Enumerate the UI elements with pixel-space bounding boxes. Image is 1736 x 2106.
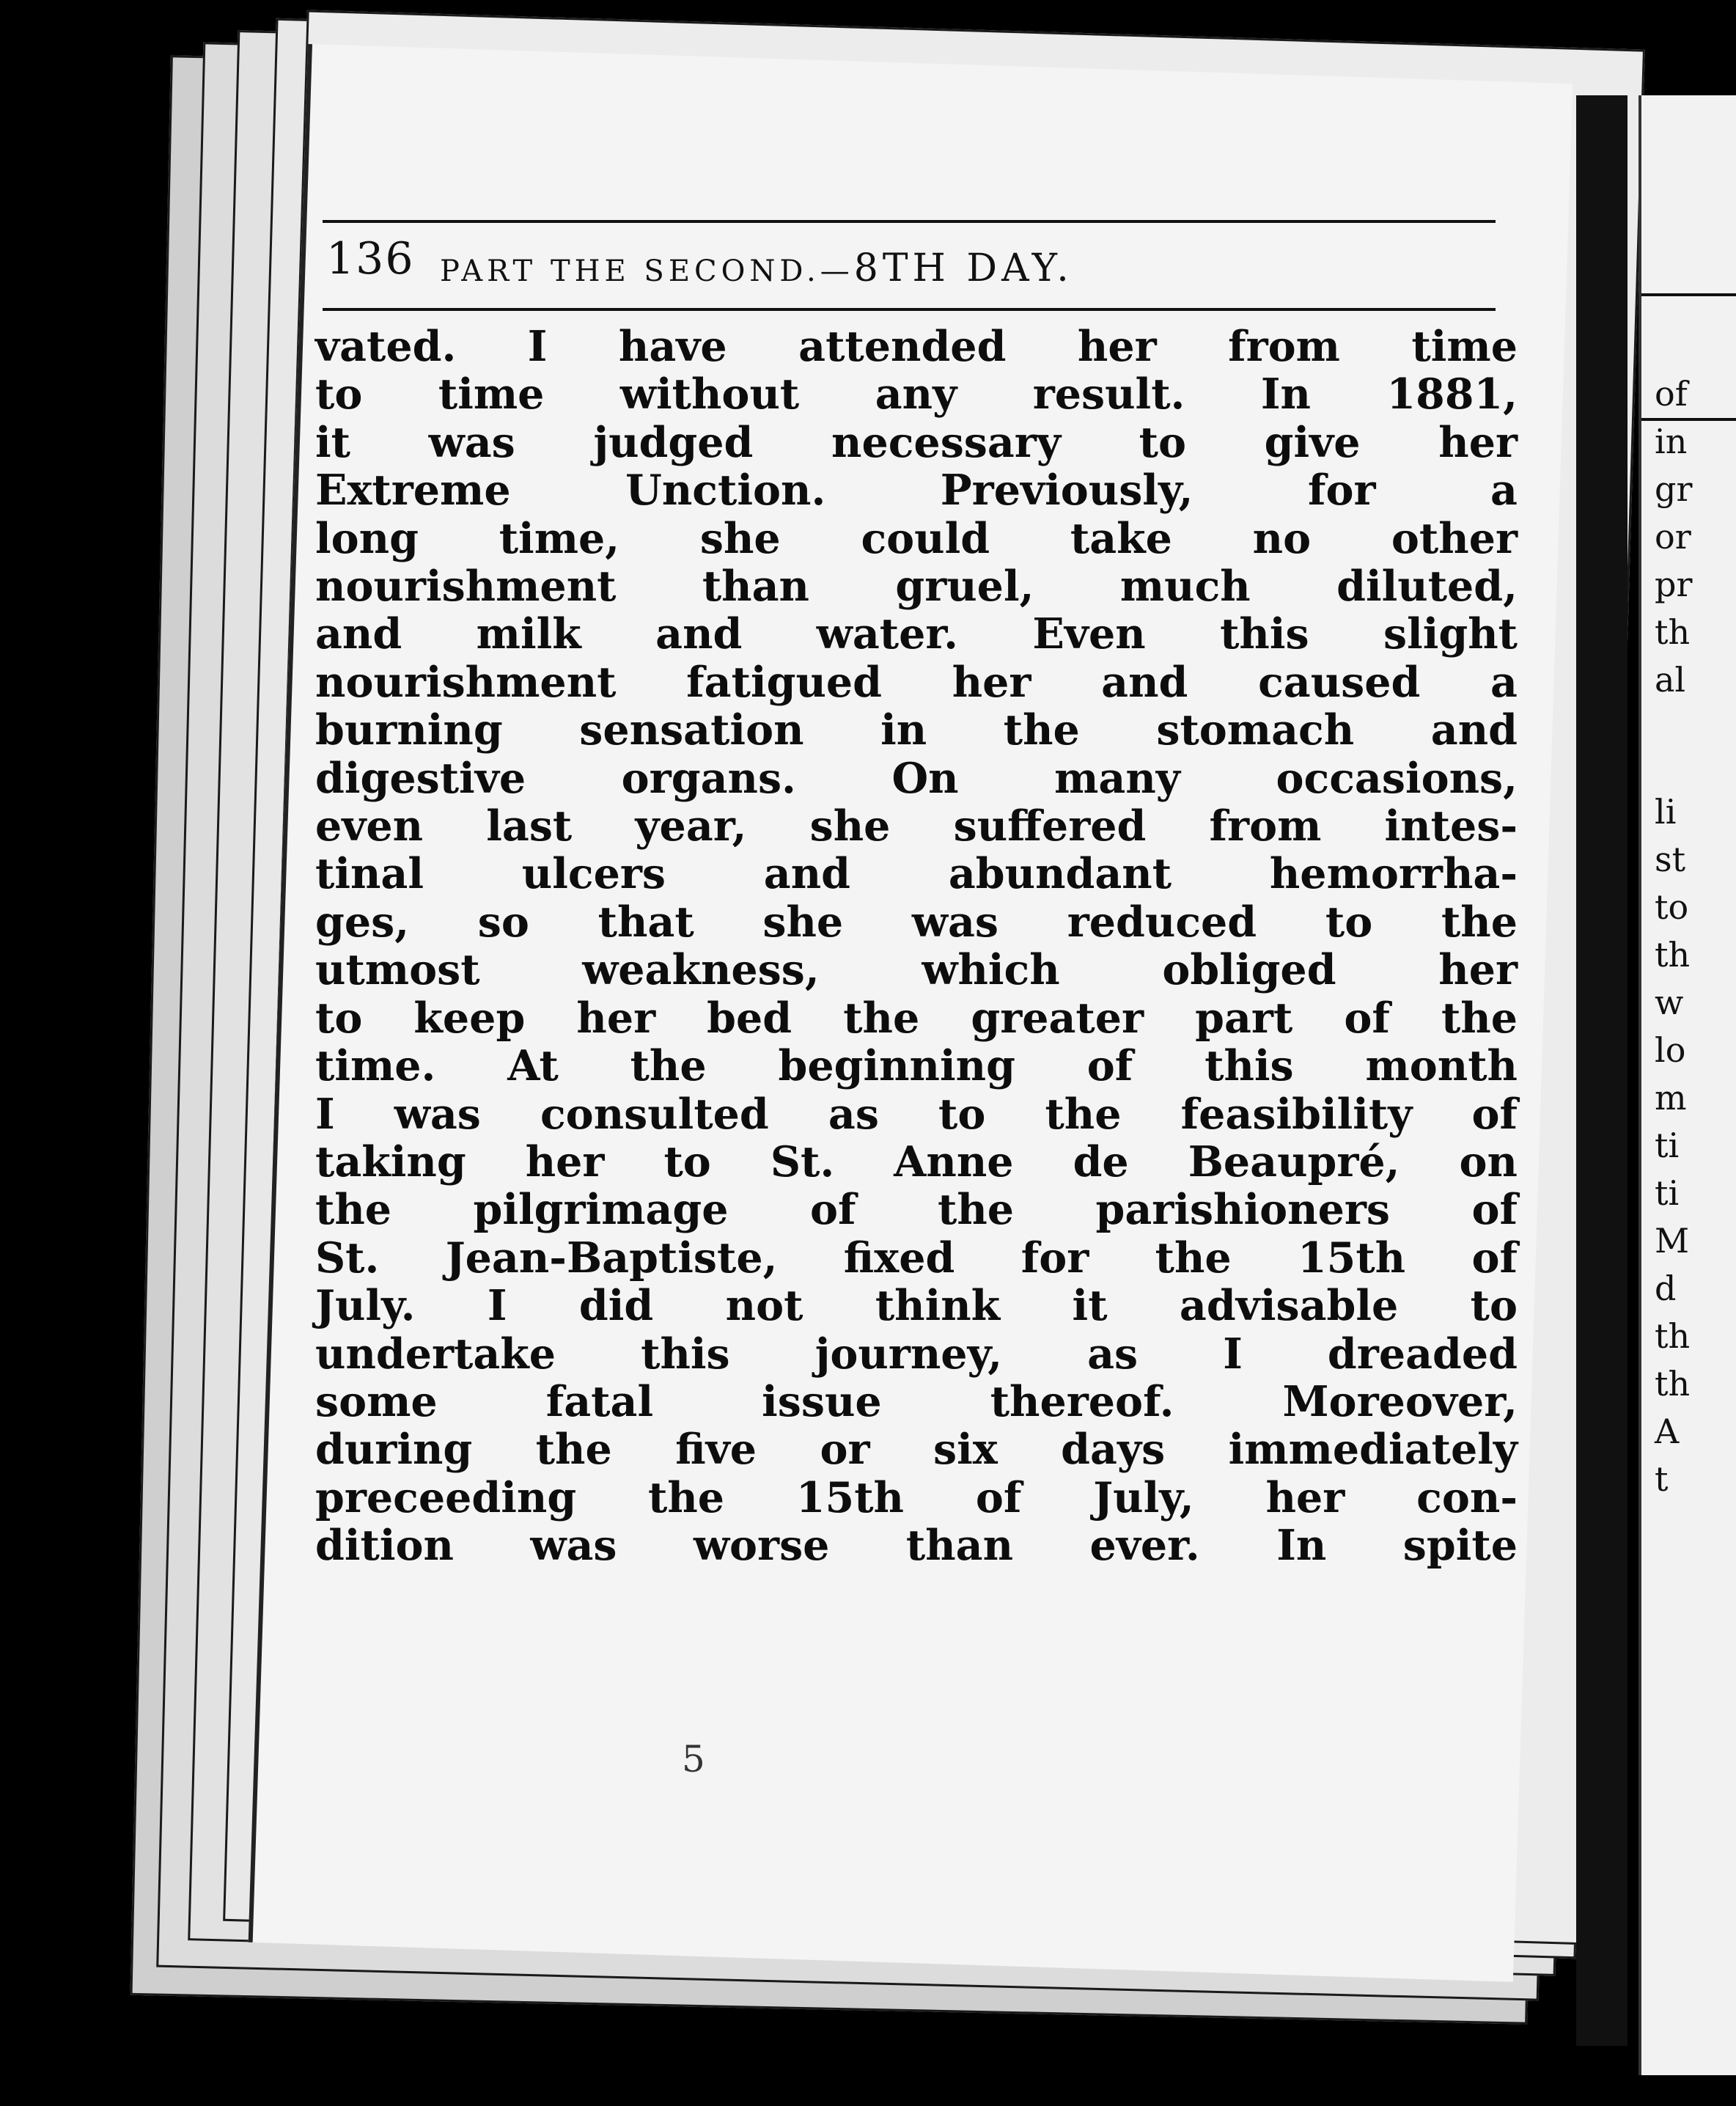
text-line: it was judged necessary to give her <box>315 417 1518 467</box>
facing-text-fragment: th <box>1655 1316 1691 1356</box>
text-line: during the five or six days immediately <box>315 1425 1518 1475</box>
book-spine <box>1576 95 1628 2046</box>
facing-text-fragment: pr <box>1655 565 1693 604</box>
facing-text-fragment: al <box>1655 660 1686 700</box>
text-line: digestive organs. On many occasions, <box>315 753 1518 803</box>
facing-text-fragment: m <box>1655 1078 1687 1118</box>
text-line: preceeding the 15th of July, her con- <box>315 1472 1518 1522</box>
text-line: nourishment fatigued her and caused a <box>315 657 1518 707</box>
facing-text-fragment: of <box>1655 374 1688 414</box>
text-line: even last year, she suffered from intes- <box>315 801 1518 851</box>
facing-text-fragment: M <box>1655 1221 1690 1261</box>
facing-text-fragment: in <box>1655 422 1688 461</box>
text-line: tinal ulcers and abundant hemorrha- <box>315 849 1518 899</box>
facing-text-fragment: w <box>1655 983 1684 1022</box>
facing-rule <box>1641 418 1736 421</box>
text-line: dition was worse than ever. In spite <box>315 1521 1518 1571</box>
text-line: utmost weakness, which obliged her <box>315 945 1518 995</box>
running-head-day: 8TH DAY. <box>853 246 1073 290</box>
facing-text-fragment: th <box>1655 935 1691 975</box>
facing-text-fragment: th <box>1655 1364 1691 1404</box>
facing-text-fragment: gr <box>1655 469 1693 509</box>
running-head-part: PART THE SECOND.— <box>440 254 854 288</box>
text-line: undertake this journey, as I dreaded <box>315 1329 1518 1379</box>
text-line: to time without any result. In 1881, <box>315 370 1518 419</box>
facing-rule <box>1641 293 1736 296</box>
text-line: vated. I have attended her from time <box>315 322 1518 371</box>
facing-text-fragment: ti <box>1655 1126 1680 1165</box>
facing-text-fragment: th <box>1655 612 1691 652</box>
text-line: Extreme Unction. Previously, for a <box>315 466 1518 516</box>
running-head <box>440 246 1073 290</box>
text-line: St. Jean-Baptiste, fixed for the 15th of <box>315 1233 1518 1283</box>
text-line: I was consulted as to the feasibility of <box>315 1089 1518 1139</box>
text-line: taking her to St. Anne de Beaupré, on <box>315 1137 1518 1186</box>
facing-text-fragment: li <box>1655 792 1677 832</box>
facing-text-fragment: ti <box>1655 1173 1680 1213</box>
facing-text-fragment: d <box>1655 1269 1677 1308</box>
body-text <box>315 323 1518 1570</box>
facing-text-fragment: lo <box>1655 1030 1686 1070</box>
signature-mark: 5 <box>682 1738 705 1780</box>
text-line: long time, she could take no other <box>315 513 1518 563</box>
text-line: ges, so that she was reduced to the <box>315 897 1518 947</box>
text-line: time. At the beginning of this month <box>315 1041 1518 1091</box>
text-line: nourishment than gruel, much diluted, <box>315 562 1518 612</box>
facing-text-fragment: st <box>1655 840 1686 879</box>
text-line: some fatal issue thereof. Moreover, <box>315 1376 1518 1426</box>
facing-text-fragment: A <box>1655 1412 1680 1451</box>
text-line: to keep her bed the greater part of the <box>315 993 1518 1043</box>
facing-text-fragment: t <box>1655 1459 1669 1499</box>
facing-text-fragment: to <box>1655 887 1689 927</box>
facing-page <box>1638 95 1736 2075</box>
header-rule-bottom <box>323 308 1496 311</box>
text-line: the pilgrimage of the parishioners of <box>315 1185 1518 1235</box>
text-line: burning sensation in the stomach and <box>315 705 1518 755</box>
header-rule-top <box>323 220 1496 223</box>
page-number: 136 <box>326 233 415 285</box>
text-line: and milk and water. Even this slight <box>315 609 1518 659</box>
facing-text-fragment: or <box>1655 517 1691 557</box>
text-line: July. I did not think it advisable to <box>315 1281 1518 1331</box>
